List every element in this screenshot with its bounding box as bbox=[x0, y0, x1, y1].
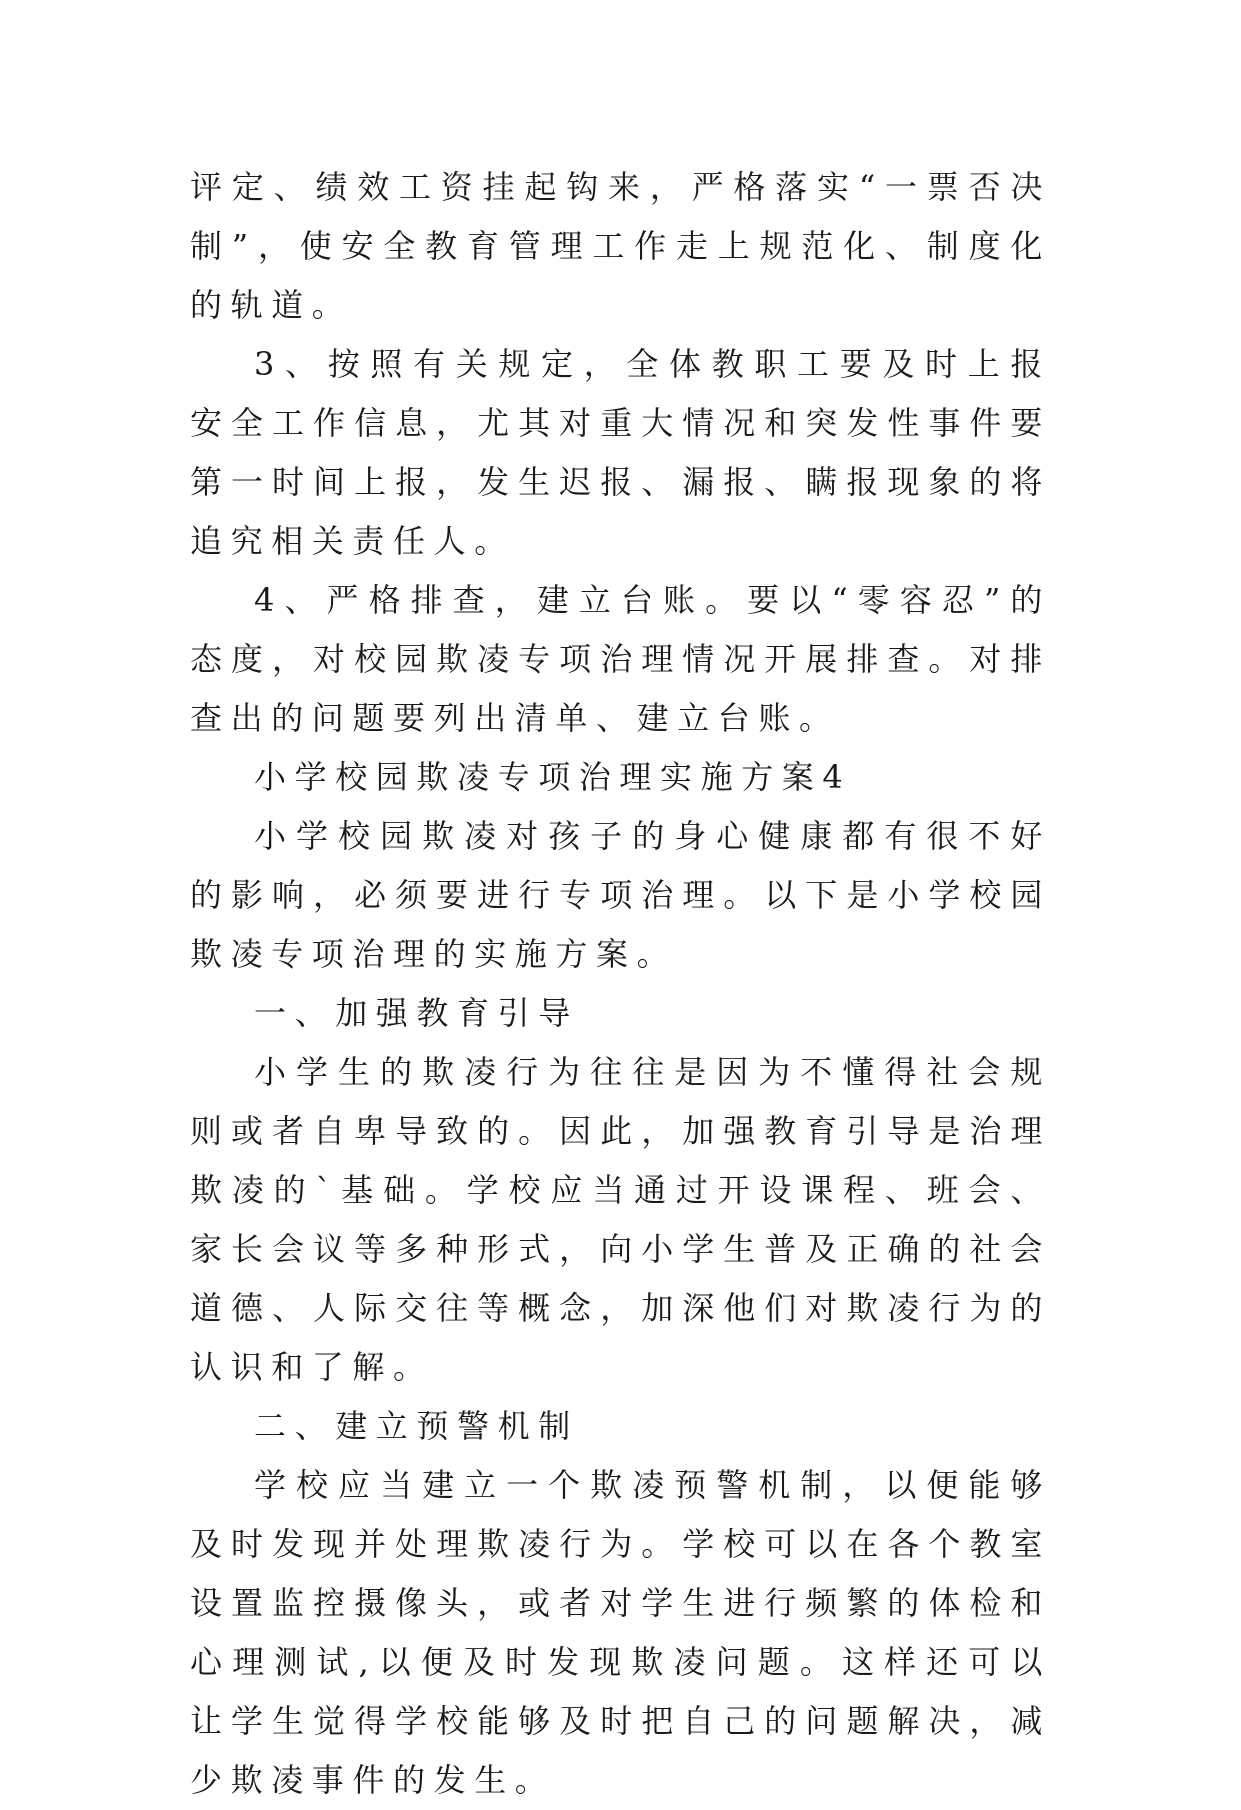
paragraph-warning: 学校应当建立一个欺凌预警机制，以便能够及时发现并处理欺凌行为。学校可以在各个教室设置监控摄像头，或者对学生进行频繁的体检和心理测试,以便及时发现欺凌问题。这样还可以让学生觉得学校能够及时把自己的问题解决，减少欺凌事件的发生。 bbox=[190, 1466, 1051, 1799]
paragraph-item-3: 3、按照有关规定，全体教职工要及时上报安全工作信息，尤其对重大情况和突发性事件要第一时间上报，发生迟报、漏报、瞒报现象的将追究相关责任人。 bbox=[190, 345, 1051, 560]
subheading-warning: 二、建立预警机制 bbox=[254, 1407, 579, 1445]
paragraph-education: 小学生的欺凌行为往往是因为不懂得社会规则或者自卑导致的。因此，加强教育引导是治理欺凌的`基础。学校应当通过开设课程、班会、家长会议等多种形式，向小学生普及正确的社会道德、人际交往等概念，加深他们对欺凌行为的认识和了解。 bbox=[190, 1053, 1051, 1386]
paragraph-intro: 小学校园欺凌对孩子的身心健康都有很不好的影响，必须要进行专项治理。以下是小学校园欺凌专项治理的实施方案。 bbox=[190, 817, 1051, 973]
document-body bbox=[190, 158, 1051, 1810]
paragraph-continued: 评定、绩效工资挂起钩来，严格落实“一票否决制”，使安全教育管理工作走上规范化、制度化的轨道。 bbox=[190, 168, 1051, 324]
section-title: 小学校园欺凌专项治理实施方案4 bbox=[254, 758, 852, 796]
subheading-education: 一、加强教育引导 bbox=[254, 994, 579, 1032]
paragraph-item-4: 4、严格排查，建立台账。要以“零容忍”的态度，对校园欺凌专项治理情况开展排查。对排查出的问题要列出清单、建立台账。 bbox=[190, 581, 1051, 737]
